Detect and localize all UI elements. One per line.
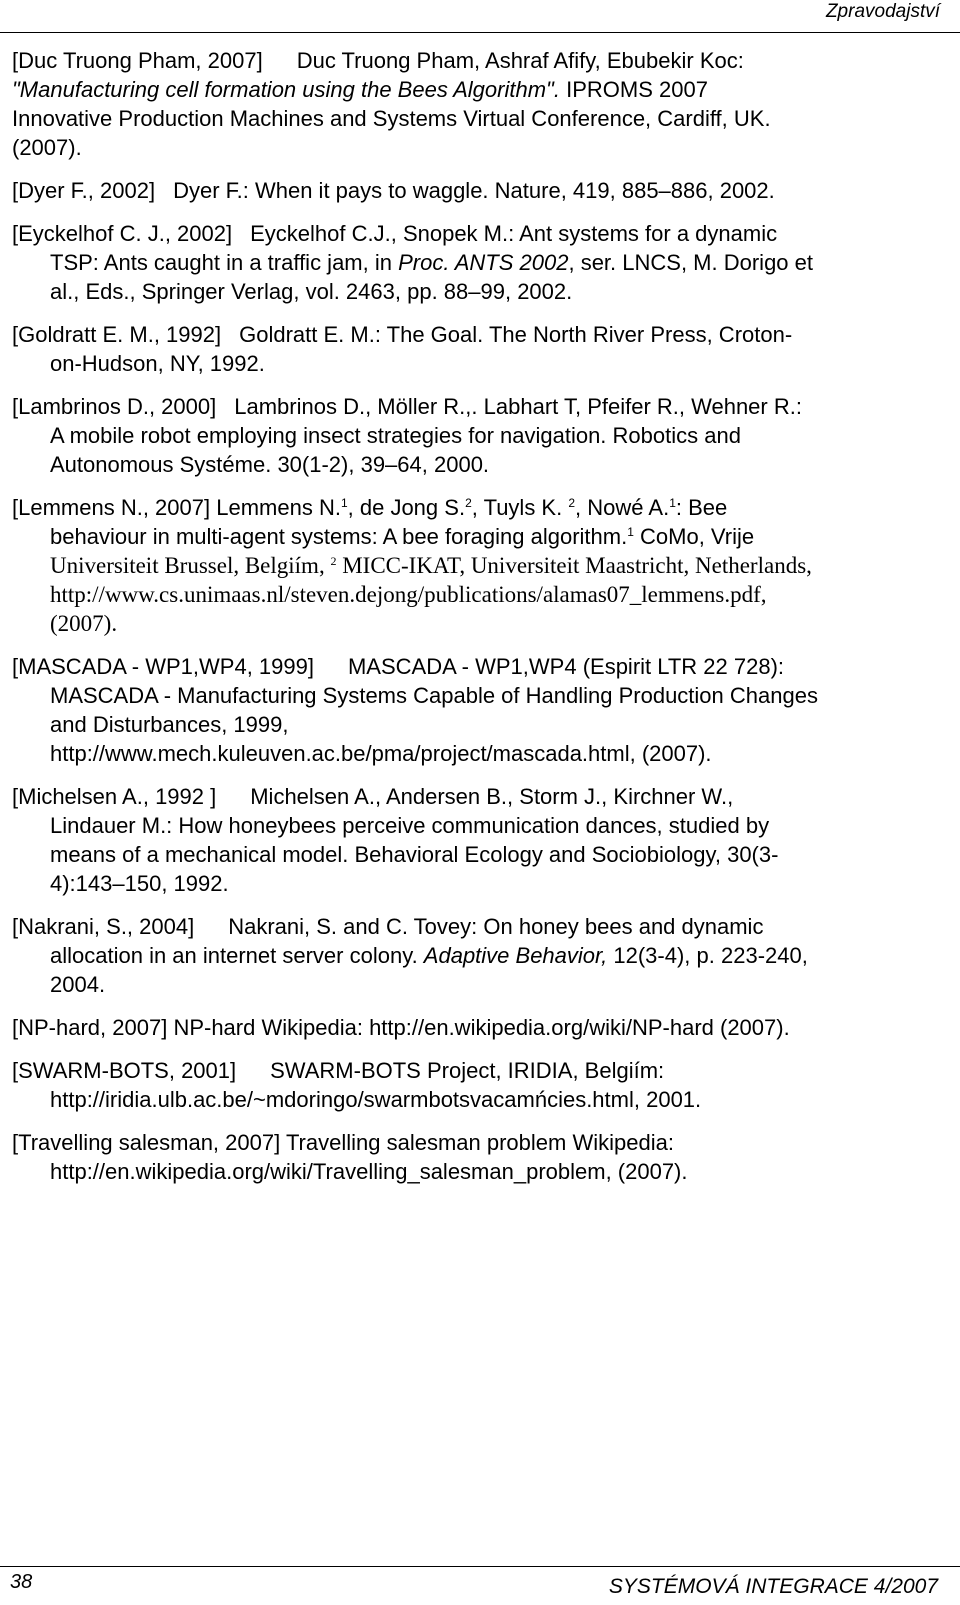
page-footer [0, 1566, 960, 1605]
reference-key: [MASCADA - WP1,WP4, 1999] [12, 654, 314, 679]
reference-text: TSP: Ants caught in a traffic jam, in [50, 250, 399, 275]
reference-nphard [12, 1013, 954, 1042]
journal-name: SYSTÉMOVÁ INTEGRACE 4/2007 [608, 1575, 938, 1598]
reference-title: "Manufacturing cell formation using the Bees Algorithm". [12, 77, 560, 102]
reference-key: [Michelsen A., 1992 ] [12, 784, 217, 809]
reference-text: A mobile robot employing insect strategies for navigation. Robotics and [50, 423, 741, 448]
reference-key: [NP-hard, 2007] [12, 1015, 168, 1040]
reference-text: , Tuyls K. [471, 495, 563, 520]
superscript: 1 [340, 496, 348, 510]
reference-text: , de Jong S. [347, 495, 466, 520]
reference-text: allocation in an internet server colony. [50, 943, 424, 968]
reference-goldratt [12, 320, 954, 378]
reference-text: Lindauer M.: How honeybees perceive communication dances, studied by [50, 813, 770, 838]
reference-text: CoMo, Vrije [640, 524, 755, 549]
reference-lemmens [12, 493, 954, 638]
reference-key: [Duc Truong Pham, 2007] [12, 48, 263, 73]
reference-journal: Proc. ANTS 2002 [398, 250, 569, 275]
reference-text: MASCADA - WP1,WP4 (Espirit LTR 22 728): [347, 654, 785, 679]
reference-text: IPROMS 2007 [566, 77, 708, 102]
superscript: 1 [669, 496, 676, 510]
reference-text: Dyer F.: When it pays to waggle. Nature, 419, 885–886, 2002. [173, 178, 775, 203]
reference-text: al., Eds., Springer Verlag, vol. 2463, pp. 88–99, 2002. [50, 279, 573, 304]
reference-text: and Disturbances, 1999, [50, 712, 289, 737]
reference-text: Universiteit Brussel, Belgiím, [50, 553, 325, 578]
reference-key: [Lambrinos D., 2000] [12, 394, 217, 419]
reference-text: Lambrinos D., Möller R.,. Labhart T, Pfeifer R., Wehner R.: [234, 394, 802, 419]
reference-text: , ser. LNCS, M. Dorigo et [568, 250, 813, 275]
reference-key: [Travelling salesman, 2007] [12, 1130, 281, 1155]
reference-text: Lemmens N. [216, 495, 341, 520]
reference-key: [Eyckelhof C. J., 2002] [12, 221, 233, 246]
reference-travelling [12, 1128, 954, 1186]
reference-text: Goldratt E. M.: The Goal. The North River Press, Croton- [239, 322, 793, 347]
reference-michelsen [12, 782, 954, 898]
superscript: 2 [568, 496, 576, 510]
reference-text: MICC-IKAT, Universiteit Maastricht, Netherlands, [342, 553, 812, 578]
reference-list [12, 46, 954, 1200]
reference-key: [SWARM-BOTS, 2001] [12, 1058, 237, 1083]
superscript: 1 [627, 525, 634, 539]
reference-text: Nakrani, S. and C. Tovey: On honey bees and dynamic [228, 914, 764, 939]
reference-text: (2007). [12, 135, 82, 160]
reference-eyckelhof [12, 219, 954, 306]
reference-pham [12, 46, 954, 162]
superscript: 2 [330, 554, 337, 568]
reference-text: (2007). [50, 611, 118, 636]
reference-text: 12(3-4), p. 223-240, [607, 943, 808, 968]
reference-text: means of a mechanical model. Behavioral Ecology and Sociobiology, 30(3- [50, 842, 779, 867]
reference-key: [Lemmens N., 2007] [12, 495, 211, 520]
reference-text: Innovative Production Machines and Systems Virtual Conference, Cardiff, UK. [12, 106, 771, 131]
reference-link[interactable]: http://iridia.ulb.ac.be/~mdoringo/swarmbotsvacamńcies.html, 2001. [50, 1087, 702, 1112]
reference-nakrani [12, 912, 954, 999]
reference-text: Michelsen A., Andersen B., Storm J., Kirchner W., [250, 784, 734, 809]
reference-link[interactable]: http://www.cs.unimaas.nl/steven.dejong/publications/alamas07_lemmens.pdf, [50, 582, 767, 607]
reference-text: NP-hard Wikipedia: http://en.wikipedia.org/wiki/NP-hard (2007). [173, 1015, 790, 1040]
page-number: 38 [10, 1571, 33, 1593]
reference-authors: Duc Truong Pham, Ashraf Afify, Ebubekir Koc: [296, 48, 744, 73]
reference-text: 4):143–150, 1992. [50, 871, 229, 896]
reference-text: Autonomous Systéme. 30(1-2), 39–64, 2000. [50, 452, 490, 477]
reference-text: MASCADA - Manufacturing Systems Capable of Handling Production Changes [50, 683, 818, 708]
reference-lambrinos [12, 392, 954, 479]
reference-text: , Nowé A. [575, 495, 670, 520]
reference-text: on-Hudson, NY, 1992. [50, 351, 265, 376]
reference-text: 2004. [50, 972, 106, 997]
reference-key: [Goldratt E. M., 1992] [12, 322, 222, 347]
reference-swarmbots [12, 1056, 954, 1114]
header-title: Zpravodajství [825, 1, 940, 22]
reference-text: : Bee [675, 495, 728, 520]
reference-text: Eyckelhof C.J., Snopek M.: Ant systems for a dynamic [250, 221, 778, 246]
reference-key: [Nakrani, S., 2004] [12, 914, 195, 939]
reference-text: behaviour in multi-agent systems: A bee foraging algorithm. [50, 524, 628, 549]
reference-mascada [12, 652, 954, 768]
superscript: 2 [465, 496, 472, 510]
reference-link[interactable]: http://en.wikipedia.org/wiki/Travelling_salesman_problem, (2007). [50, 1159, 688, 1184]
reference-text: Travelling salesman problem Wikipedia: [285, 1130, 674, 1155]
reference-dyer [12, 176, 954, 205]
reference-journal: Adaptive Behavior, [423, 943, 608, 968]
reference-key: [Dyer F., 2002] [12, 178, 156, 203]
reference-link[interactable]: http://www.mech.kuleuven.ac.be/pma/project/mascada.html, (2007). [50, 741, 712, 766]
page-header [0, 0, 960, 33]
reference-text: SWARM-BOTS Project, IRIDIA, Belgiím: [270, 1058, 665, 1083]
